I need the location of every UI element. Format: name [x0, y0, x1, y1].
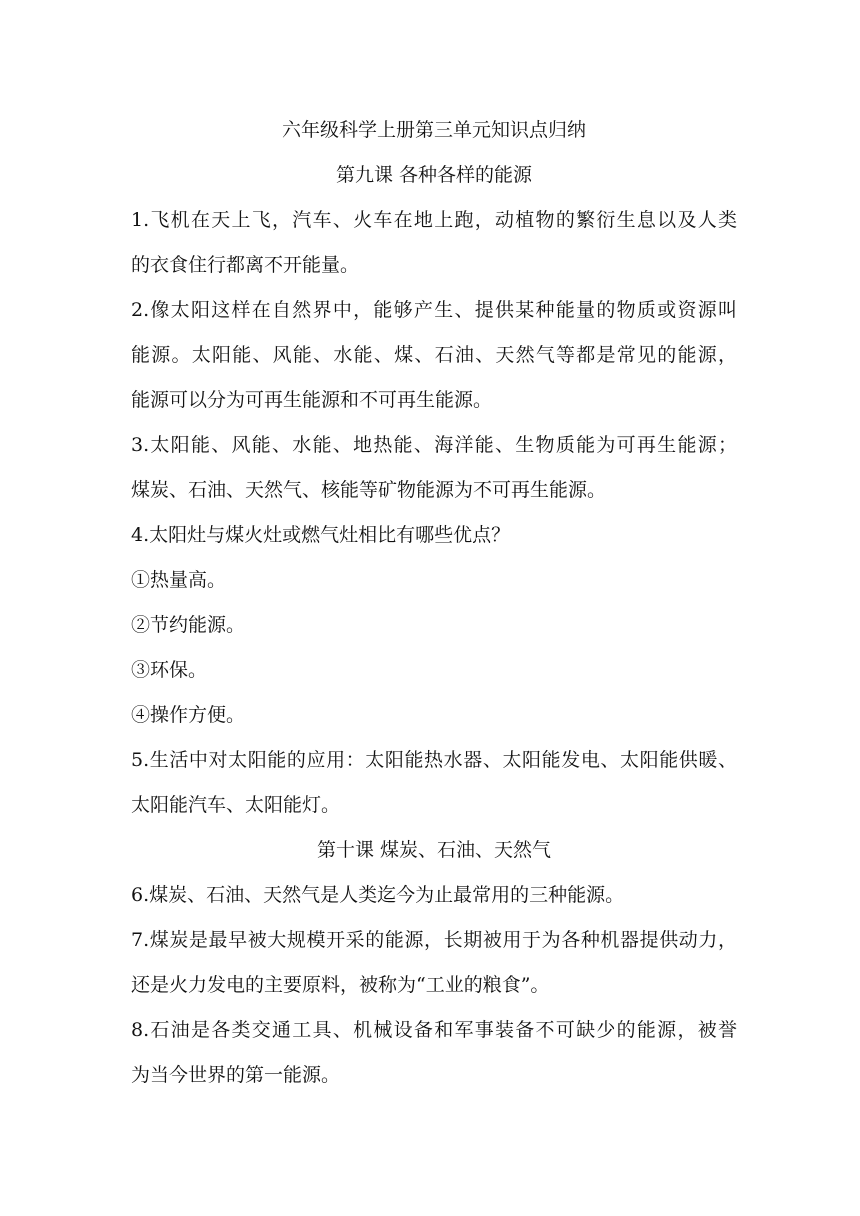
paragraph-line: ①热量高。 [131, 569, 227, 591]
paragraph-line: 还是火力发电的主要原料，被称为“工业的粮食”。 [131, 974, 550, 996]
paragraph-6 [131, 873, 737, 918]
paragraph-line: 4.太阳灶与煤火灶或燃气灶相比有哪些优点？ [131, 524, 511, 546]
paragraph-line: ③环保。 [131, 659, 208, 681]
paragraph-line: 能源。太阳能、风能、水能、煤、石油、天然气等都是常见的能源， [131, 344, 737, 366]
paragraph-line: 3.太阳能、风能、水能、地热能、海洋能、生物质能为可再生能源； [131, 434, 737, 456]
paragraph-4 [131, 513, 737, 558]
paragraph-line: ②节约能源。 [131, 614, 246, 636]
document-body [131, 108, 737, 1098]
paragraph-line: ④操作方便。 [131, 704, 246, 726]
paragraph-line: 6.煤炭、石油、天然气是人类迄今为止最常用的三种能源。 [131, 884, 625, 906]
paragraph-2 [131, 288, 737, 423]
paragraph-8 [131, 1008, 737, 1098]
paragraph-3 [131, 423, 737, 513]
paragraph-1 [131, 198, 737, 288]
paragraph-line: 1.飞机在天上飞，汽车、火车在地上跑，动植物的繁衍生息以及人类 [131, 209, 737, 231]
paragraph-line: 的衣食住行都离不开能量。 [131, 254, 360, 276]
paragraph-line: 8.石油是各类交通工具、机械设备和军事装备不可缺少的能源，被誉 [131, 1019, 737, 1041]
paragraph-line: 太阳能汽车、太阳能灯。 [131, 794, 341, 816]
document-title: 六年级科学上册第三单元知识点归纳 [281, 119, 586, 141]
advantage-1 [131, 558, 737, 603]
advantage-2 [131, 603, 737, 648]
paragraph-7 [131, 918, 737, 1008]
paragraph-line: 为当今世界的第一能源。 [131, 1064, 341, 1086]
paragraph-5 [131, 738, 737, 828]
paragraph-line: 能源可以分为可再生能源和不可再生能源。 [131, 389, 493, 411]
lesson-9-title: 第九课 各种各样的能源 [335, 164, 533, 186]
paragraph-line: 7.煤炭是最早被大规模开采的能源，长期被用于为各种机器提供动力， [131, 929, 737, 951]
advantage-4 [131, 693, 737, 738]
lesson-10-title: 第十课 煤炭、石油、天然气 [316, 839, 552, 861]
paragraph-line: 2.像太阳这样在自然界中，能够产生、提供某种能量的物质或资源叫 [131, 299, 737, 321]
paragraph-line: 煤炭、石油、天然气、核能等矿物能源为不可再生能源。 [131, 479, 607, 501]
advantage-3 [131, 648, 737, 693]
paragraph-line: 5.生活中对太阳能的应用：太阳能热水器、太阳能发电、太阳能供暖、 [131, 749, 737, 771]
